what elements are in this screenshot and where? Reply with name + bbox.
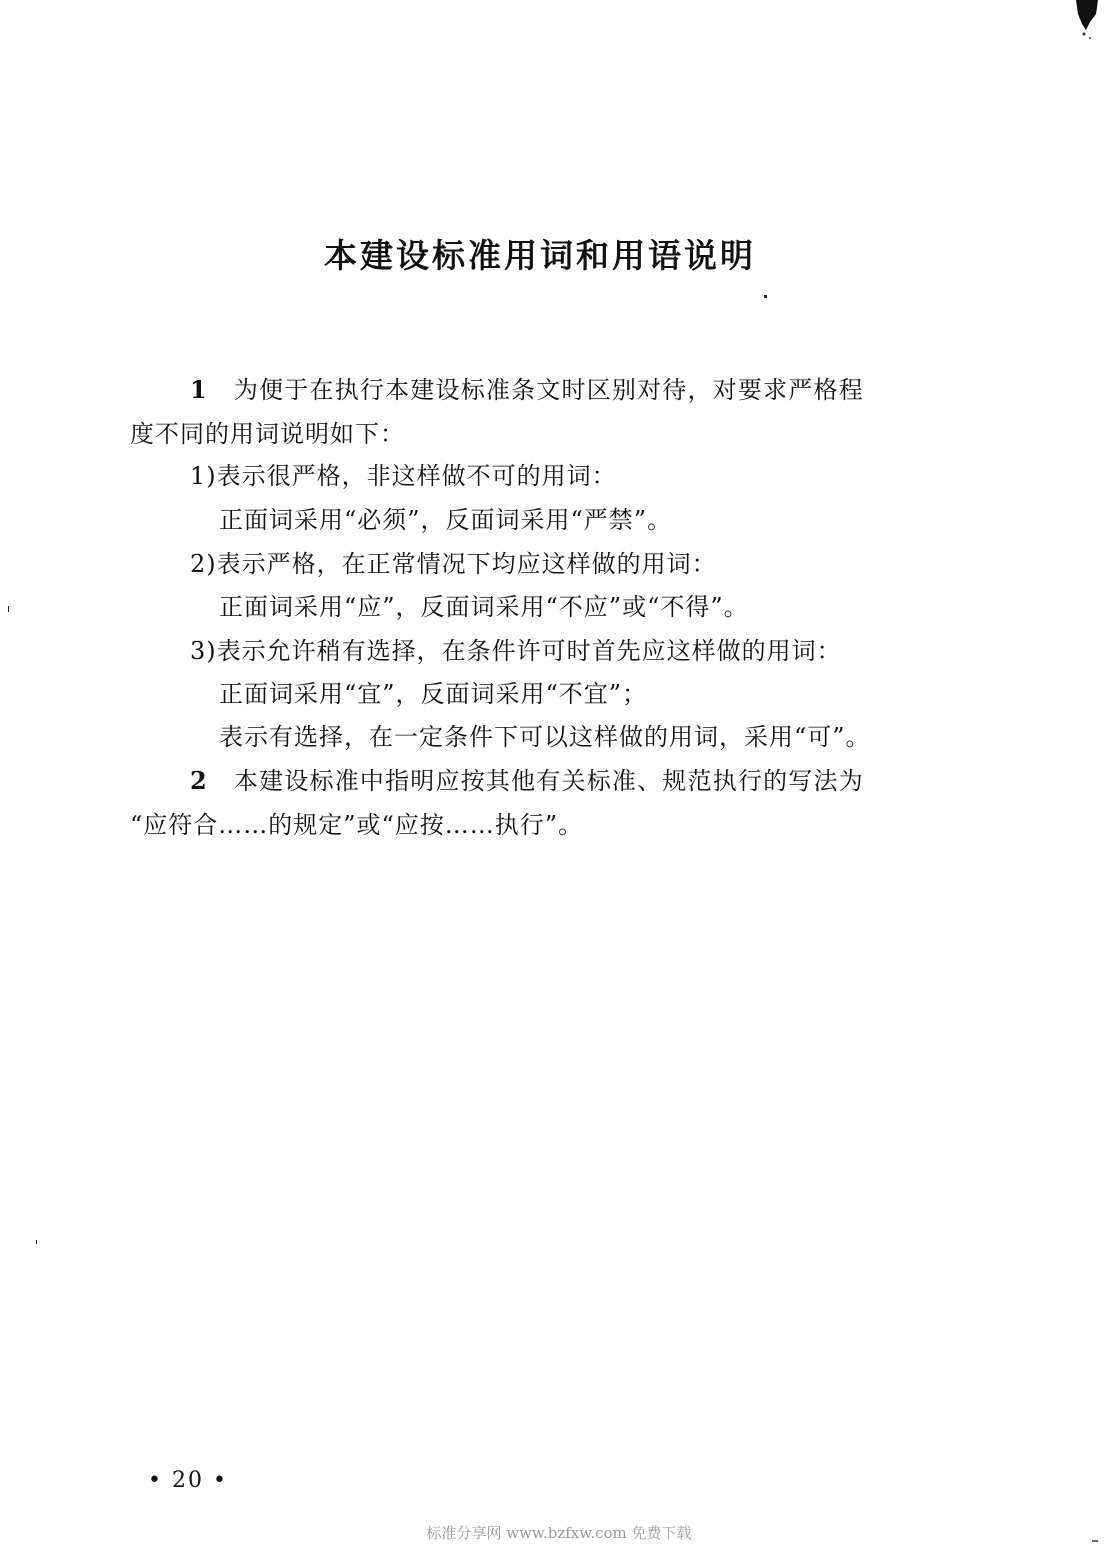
sub-item-2-label: 2)表示严格，在正常情况下均应这样做的用词： bbox=[190, 550, 717, 578]
sub-item-3-label: 3)表示允许稍有选择，在条件许可时首先应这样做的用词： bbox=[190, 637, 842, 665]
scan-corner-mark bbox=[1072, 0, 1098, 40]
item-2-line-1 bbox=[190, 764, 864, 798]
sub-item-3-extra: 表示有选择，在一定条件下可以这样做的用词，采用“可”。 bbox=[219, 723, 871, 751]
watermark: 标准分享网 www.bzfxw.com 免费下载 bbox=[426, 1524, 692, 1542]
item-2-text: 本建设标准中指明应按其他有关标准、规范执行的写法为 bbox=[233, 767, 864, 795]
item-1-number: 1 bbox=[190, 375, 208, 404]
sub-item-1-words: 正面词采用“必须”，反面词采用“严禁”。 bbox=[219, 506, 673, 534]
item-2-number: 2 bbox=[190, 766, 208, 795]
item-1-line-2: 度不同的用词说明如下： bbox=[130, 420, 405, 448]
scan-speck bbox=[764, 295, 767, 298]
item-1-text: 为便于在执行本建设标准条文时区别对待，对要求严格程 bbox=[233, 376, 864, 404]
sub-item-3-words: 正面词采用“宜”，反面词采用“不宜”； bbox=[219, 680, 648, 708]
item-2-line-2: “应符合……的规定”或“应按……执行”。 bbox=[130, 811, 584, 839]
scan-speck bbox=[36, 1240, 37, 1244]
item-1-line-1 bbox=[190, 373, 864, 407]
page-number: • 20 • bbox=[148, 1468, 228, 1493]
scan-speck bbox=[1092, 1540, 1098, 1542]
sub-item-2-words: 正面词采用“应”，反面词采用“不应”或“不得”。 bbox=[219, 593, 749, 621]
section-title: 本建设标准用词和用语说明 bbox=[324, 236, 756, 275]
scan-speck bbox=[8, 606, 9, 612]
sub-item-1-label: 1)表示很严格，非这样做不可的用词： bbox=[190, 462, 617, 490]
